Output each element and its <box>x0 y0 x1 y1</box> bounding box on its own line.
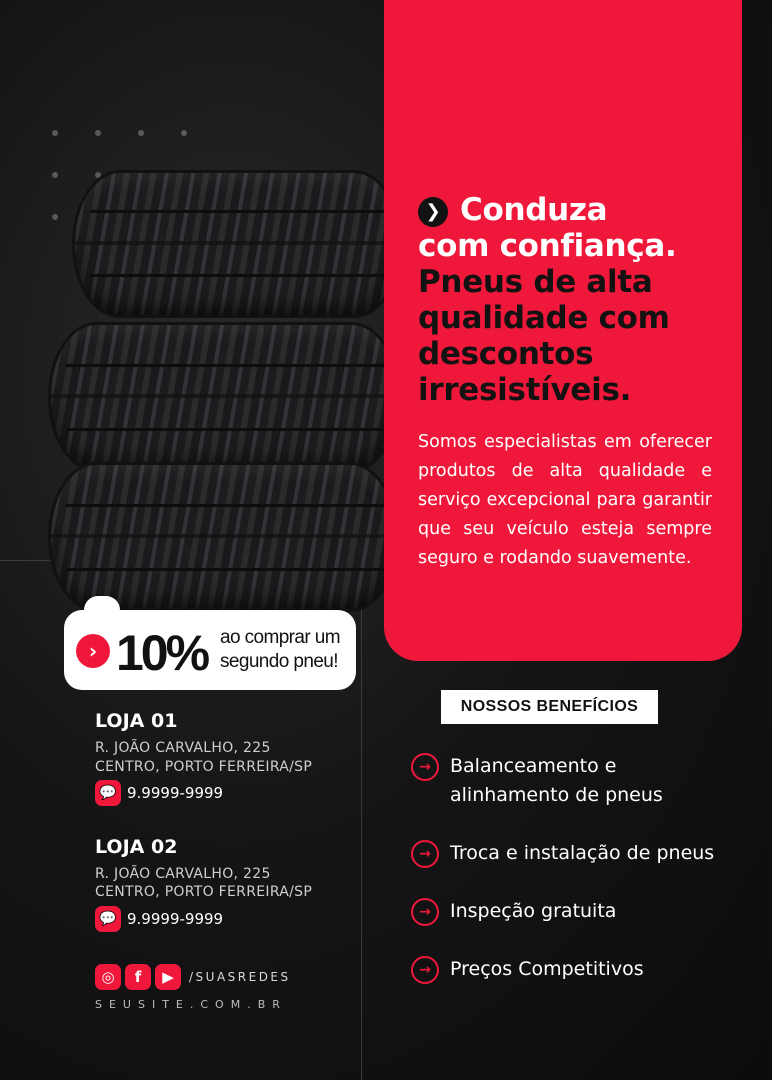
description: Somos especialistas em oferecer produtos de alta qualidade e serviço excepcional para garantir que seu veículo esteja sempre seguro e rodando suavemente. <box>418 432 712 568</box>
headline-line3: Pneus de alta <box>418 264 653 300</box>
benefit-item <box>411 955 740 984</box>
benefits-title: NOSSOS BENEFÍCIOS <box>441 690 658 724</box>
promo-text-line1: ao comprar um <box>220 627 340 648</box>
promo-text <box>220 626 352 674</box>
store-2-phone-number: 9.9999-9999 <box>127 910 224 928</box>
headline-line6: irresistíveis. <box>418 372 632 408</box>
store-2-phone <box>95 906 223 932</box>
promo-percent: 10% <box>116 625 208 681</box>
store-1-address1: R. JOÃO CARVALHO, 225 <box>95 740 271 756</box>
benefit-item <box>411 752 740 810</box>
social-handle: /SUASREDES <box>189 970 291 984</box>
benefit-1-line2: alinhamento de pneus <box>450 784 663 806</box>
promo-text-line2: segundo pneu! <box>220 651 338 672</box>
store-2-title: LOJA 02 <box>95 836 178 858</box>
arrow-right-icon: → <box>411 840 439 868</box>
benefit-3-text: Inspeção gratuita <box>450 900 617 922</box>
store-1-title: LOJA 01 <box>95 710 178 732</box>
youtube-icon[interactable]: ▶ <box>155 964 181 990</box>
store-2-address1: R. JOÃO CARVALHO, 225 <box>95 866 271 882</box>
benefit-1-line1: Balanceamento e <box>450 755 617 777</box>
headline-line5: descontos <box>418 336 594 372</box>
headline <box>418 192 738 408</box>
promo-bubble <box>64 610 356 690</box>
arrow-right-icon: → <box>411 956 439 984</box>
facebook-icon[interactable]: f <box>125 964 151 990</box>
chat-icon: 💬 <box>95 906 121 932</box>
store-1-phone-number: 9.9999-9999 <box>127 784 224 802</box>
benefit-item <box>411 839 740 868</box>
instagram-icon[interactable]: ◎ <box>95 964 121 990</box>
chevron-right-icon: ❯ <box>418 197 448 227</box>
benefit-4-text: Preços Competitivos <box>450 958 644 980</box>
headline-line1: Conduza <box>460 192 608 228</box>
benefit-2-text: Troca e instalação de pneus <box>450 842 715 864</box>
benefit-item <box>411 897 740 926</box>
headline-line4: qualidade com <box>418 300 670 336</box>
chevron-right-icon: › <box>76 634 110 668</box>
store-2-address2: CENTRO, PORTO FERREIRA/SP <box>95 884 313 900</box>
benefit-text <box>450 752 740 810</box>
arrow-right-icon: → <box>411 753 439 781</box>
headline-line2: com confiança. <box>418 228 677 264</box>
store-1-address2: CENTRO, PORTO FERREIRA/SP <box>95 759 313 775</box>
website: SEUSITE.COM.BR <box>95 998 287 1011</box>
store-1-phone <box>95 780 223 806</box>
arrow-right-icon: → <box>411 898 439 926</box>
chat-icon: 💬 <box>95 780 121 806</box>
social-links <box>95 964 291 990</box>
